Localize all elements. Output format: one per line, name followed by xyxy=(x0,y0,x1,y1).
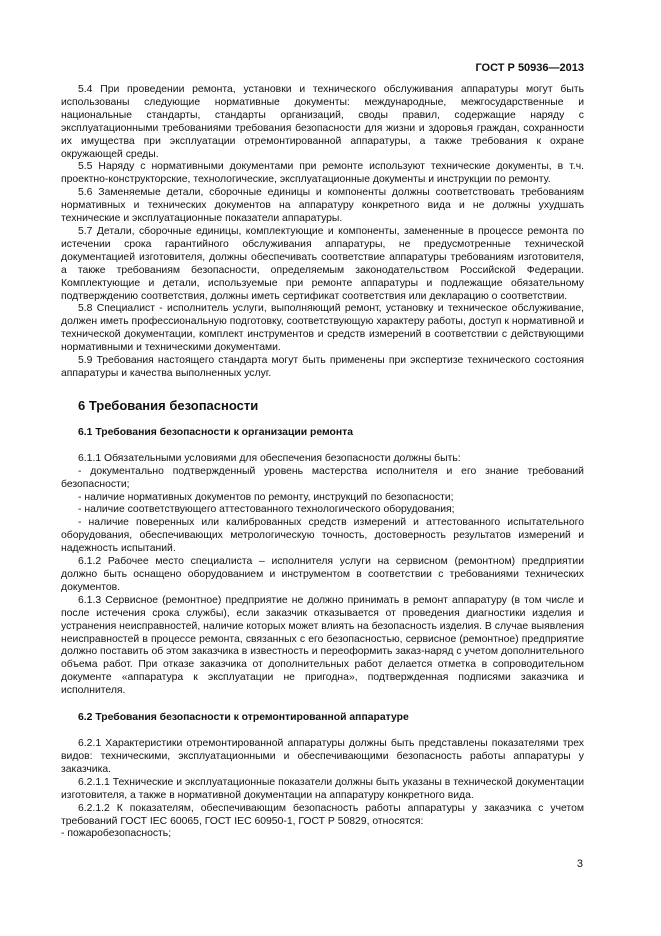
paragraph-5-9: 5.9 Требования настоящего стандарта могут быть применены при экспертизе технического состояния аппаратуры и качества выполненных услуг. xyxy=(61,355,584,379)
paragraph-5-7: 5.7 Детали, сборочные единицы, комплектующие и компоненты, замененные в процессе ремонта по истечении срока гарантийного обслуживания аппаратуры, не предусмотренные технической документацией изготовителя, должны обеспечивать соответствие аппаратуры требованиям изготовителя, а также требованиям безопасности, определяемым законодательством Российской Федерации. Комплектующие и детали, используемые при ремонте аппаратуры и подлежащие обязательному подтверждению соответствия, должны иметь сертификат соответствия или декларацию о соответствии. xyxy=(61,225,584,302)
document-body xyxy=(61,84,584,841)
paragraph-6-2-1-1: 6.2.1.1 Технические и эксплуатационные показатели должны быть указаны в технической документации изготовителя, а также в нормативной документации на аппаратуру конкретного вида. xyxy=(61,776,584,801)
paragraph-6-2-1-2: 6.2.1.2 К показателям, обеспечивающим безопасность работы аппаратуры у заказчика с учетом требований ГОСТ IEC 60065, ГОСТ IEC 60950-1, ГОСТ Р 50829, относятся: xyxy=(61,802,584,827)
paragraph-5-5: 5.5 Наряду с нормативными документами при ремонте используют технические документы, в т.ч. проектно-конструкторские, технологические, эксплуатационные документы и инструкции по ремонту. xyxy=(61,161,584,186)
paragraph-6-2-1: 6.2.1 Характеристики отремонтированной аппаратуры должны быть представлены показателями трех видов: техническими, эксплуатационными и обеспечивающими безопасность работы аппаратуры у заказчика. xyxy=(61,738,584,775)
list-item: - пожаробезопасность; xyxy=(61,828,172,840)
paragraph-5-8: 5.8 Специалист - исполнитель услуги, выполняющий ремонт, установку и техническое обслуживание, должен иметь профессиональную подготовку, соответствующую характеру работы, доступ к нормативной и технической документации, комплект инструментов и средств измерений в соответствии с действующими нормативными и техническими документами. xyxy=(61,303,584,354)
paragraph-6-1-1: 6.1.1 Обязательными условиями для обеспечения безопасности должны быть: xyxy=(78,452,461,464)
list-item: - документально подтвержденный уровень мастерства исполнителя и его знание требований безопасности; xyxy=(61,465,584,490)
paragraph-6-1-2: 6.1.2 Рабочее место специалиста – исполнителя услуги на сервисном (ремонтном) предприятии должно быть оснащено оборудованием и инструментом в соответствии с требованиями технических документов. xyxy=(61,556,584,593)
list-item: - наличие соответствующего аттестованного технологического оборудования; xyxy=(78,504,455,516)
subsection-6-1-heading: 6.1 Требования безопасности к организации ремонта xyxy=(78,426,354,438)
list-item: - наличие нормативных документов по ремонту, инструкций по безопасности; xyxy=(78,491,454,503)
paragraph-5-4: 5.4 При проведении ремонта, установки и технического обслуживания аппаратуры могут быть использованы следующие нормативные документы: международные, межгосударственные и национальные стандарты, стандарты организаций, своды правил, содержащие наряду с эксплуатационными требованиями требования безопасности для жизни и здоровья граждан, сохранности их имущества при эксплуатации отремонтированной аппаратуры, а также требования к охране окружающей среды. xyxy=(61,84,584,160)
page-number: 3 xyxy=(576,858,583,870)
list-item: - наличие поверенных или калиброванных средств измерений и аттестованного испытательного оборудования, обеспечивающих метрологическую точность, достоверность результатов измерений и надежность испытаний. xyxy=(61,517,584,555)
section-6-heading: 6 Требования безопасности xyxy=(78,397,259,413)
document-code: ГОСТ Р 50936—2013 xyxy=(475,62,584,74)
paragraph-6-1-3: 6.1.3 Сервисное (ремонтное) предприятие не должно принимать в ремонт аппаратуру (в том числе и после истечения срока службы), если заказчик отказывается от проведения диагностики изделия и устранения неисправностей, наличие которых может влиять на безопасность изделия. В случае выявления неисправностей в процессе ремонта, связанных с его безопасностью, сервисное (ремонтное) предприятие должно поставить об этом заказчика в известность и переоформить заказ-наряд с учетом дополнительного объема работ. При отказе заказчика от дополнительных работ делается отметка в сопроводительном документе «аппаратура к эксплуатации не пригодна», подтвержденная подписями заказчика и исполнителя. xyxy=(61,594,584,697)
subsection-6-2-heading: 6.2 Требования безопасности к отремонтированной аппаратуре xyxy=(78,712,409,724)
paragraph-5-6: 5.6 Заменяемые детали, сборочные единицы и компоненты должны соответствовать требованиям нормативных и технических документов на аппаратуру конкретного вида и не должны ухудшать технические и эксплуатационные показатели аппаратуры. xyxy=(61,187,584,225)
